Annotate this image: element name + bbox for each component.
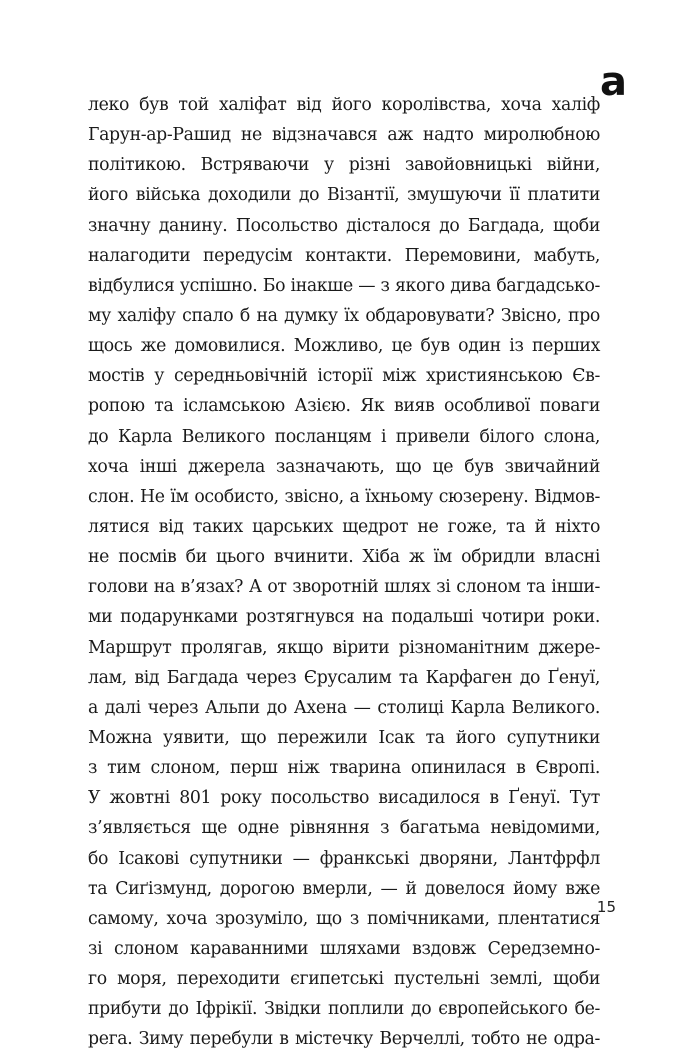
text-line: Гарун-ар-Рашид не відзначався аж надто миролюбною: [88, 125, 600, 146]
text-line: не посмів би цього вчинити. Хіба ж їм обридли власні: [88, 547, 600, 568]
page-number: 15: [596, 898, 616, 916]
text-line: ропою та ісламською Азією. Як вияв особливої поваги: [88, 396, 600, 417]
text-line: щось же домовилися. Можливо, це був один із перших: [88, 336, 600, 357]
text-line: зі слоном караванними шляхами вздовж Середземно-: [88, 938, 600, 959]
text-line: лам, від Багдада через Єрусалим та Карфаген до Ґенуї,: [88, 667, 600, 688]
text-line: лятися від таких царських щедрот не гоже, та й ніхто: [88, 516, 600, 537]
text-line: мостів у середньовічній історії між християнською Єв-: [88, 366, 600, 387]
text-line: самому, хоча зрозуміло, що з помічниками, плентатися: [88, 908, 600, 929]
text-line: го моря, переходити єгипетські пустельні землі, щоби: [88, 969, 600, 990]
text-line: голови на в’язах? А от зворотній шлях зі слоном та інши-: [88, 577, 600, 598]
text-line: та Сиґізмунд, дорогою вмерли, — й довелося йому вже: [88, 878, 600, 899]
text-line: з тим слоном, перш ніж тварина опинилася в Європі.: [88, 758, 600, 779]
text-line: налагодити передусім контакти. Перемовини, мабуть,: [88, 245, 600, 266]
text-line: а далі через Альпи до Ахена — столиці Карла Великого.: [88, 697, 600, 718]
text-line: політикою. Встряваючи у різні завойовницькі війни,: [88, 155, 600, 176]
text-line: леко був той халіфат від його королівства, хоча халіф: [88, 95, 600, 115]
text-line: його війська доходили до Візантії, змушуючи її платити: [88, 185, 600, 206]
section-letter-marker: а: [600, 59, 627, 105]
text-line: слон. Не їм особисто, звісно, а їхньому сюзерену. Відмов-: [88, 486, 600, 507]
body-text: [88, 90, 600, 1055]
text-line: бо Ісакові супутники — франкські дворяни, Лантфрфл: [88, 848, 600, 869]
text-line: Маршрут пролягав, якщо вірити різноманітним джере-: [88, 637, 600, 658]
text-line: ми подарунками розтягнувся на подальші чотири роки.: [88, 607, 600, 628]
text-line: значну данину. Посольство дісталося до Багдада, щоби: [88, 215, 600, 236]
text-line: рега. Зиму перебули в містечку Верчеллі, тобто не одра-: [88, 1029, 600, 1050]
text-line: прибути до Іфрікії. Звідки поплили до європейського бе-: [88, 999, 600, 1020]
text-line: відбулися успішно. Бо інакше — з якого дива багдадсько-: [88, 275, 600, 296]
text-line: з’являється ще одне рівняння з багатьма невідомими,: [88, 818, 600, 839]
text-line: му халіфу спало б на думку їх обдаровувати? Звісно, про: [88, 305, 600, 326]
text-line: хоча інші джерела зазначають, що це був звичайний: [88, 456, 600, 477]
text-line: до Карла Великого посланцям і привели білого слона,: [88, 426, 600, 447]
text-line: Можна уявити, що пережили Ісак та його супутники: [88, 727, 600, 748]
text-line: У жовтні 801 року посольство висадилося в Ґенуї. Тут: [88, 788, 600, 809]
